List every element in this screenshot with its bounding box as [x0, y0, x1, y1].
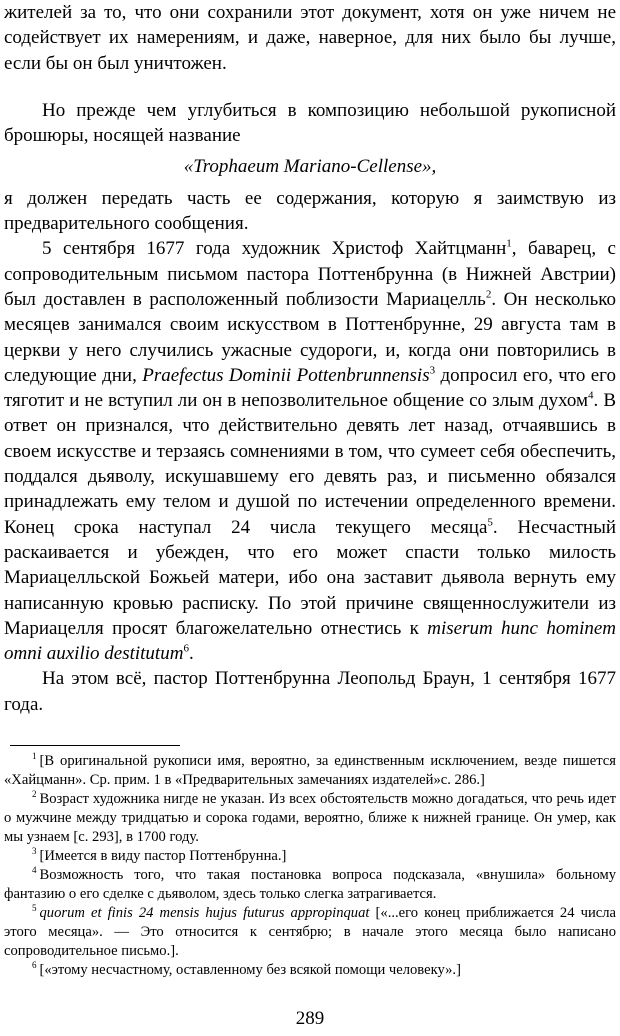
- footnote-text: [«...его конец приближается 24 числа этого месяца». — Это относится к сентябрю; в начале этого месяца было написано сопроводительное письмо.].: [4, 905, 616, 959]
- footnote-6: [4, 961, 616, 980]
- footnote-number: 5: [32, 903, 37, 914]
- footnote-ref-2[interactable]: 2: [485, 288, 492, 301]
- footnote-ref-1[interactable]: 1: [506, 238, 512, 251]
- story-part: допросил его, что его тяготит и не вступил ли он в непозволительное общение со злым духом: [4, 364, 616, 412]
- footnote-divider: [10, 745, 180, 746]
- footnote-number: 4: [32, 865, 37, 876]
- footnote-ref-3[interactable]: 3: [429, 364, 436, 377]
- footnote-text: [Имеется в виду пастор Поттенбрунна.]: [39, 848, 287, 864]
- latin-phrase: miserum hunc hominem omni auxilio destitutum: [4, 617, 616, 665]
- brochure-title: «Trophaeum Mariano-Cellense»,: [183, 156, 437, 178]
- footnote-number: 1: [32, 751, 37, 762]
- footnote-text: Возраст художника нигде не указан. Из всех обстоятельств можно догадаться, что речь идет о мужчине между тридцатью и сорока годами, вероятно, ближе к нижней границе. Он умер, как мы узнаем [с. 293], в 1700 году.: [4, 791, 616, 845]
- footnote-3: [4, 847, 616, 866]
- main-text: [4, 0, 616, 717]
- footnote-ref-4[interactable]: 4: [588, 389, 594, 402]
- footnote-number: 6: [32, 960, 37, 971]
- paragraph-intro: Но прежде чем углубиться в композицию небольшой рукописной брошюры, носящей название: [4, 99, 616, 147]
- page-number: 289: [295, 1008, 325, 1029]
- story-part: . Он несколько месяцев занимался своим искусством в Поттенбрунне, 29 августа там в церкви у него случились ужасные судороги, и, когда они повторились в следующие дни,: [4, 288, 616, 386]
- footnote-text: [«этому несчастному, оставленному без всякой помощи человеку».]: [39, 962, 461, 978]
- footnote-1: [4, 752, 616, 790]
- footnotes: [4, 752, 616, 980]
- paragraph-gap: [4, 76, 616, 98]
- paragraph-continuation: жителей за то, что они сохранили этот документ, хотя он уже ничем не содействует их намерениям, и даже, наверное, для них было бы лучше, если бы он был уничтожен.: [4, 2, 616, 74]
- paragraph-source: я должен передать часть ее содержания, которую я заимствую из предварительного сообщения.: [4, 187, 616, 235]
- story-part: 5 сентября 1677 года художник Христоф Хайтцманн: [42, 238, 507, 260]
- footnote-2: [4, 790, 616, 847]
- footnote-number: 3: [32, 846, 37, 857]
- footnote-latin: quorum et finis 24 mensis hujus futurus appropinquat: [39, 905, 370, 921]
- footnote-4: [4, 866, 616, 904]
- story-part: . Несчастный раскаивается и убежден, что его может спасти только милость Мариацелльской Божьей матери, ибо она заставит дьявола вернуть ему написанную кровью расписку. По этой причине священнослужители из Мариацелля просят благожелательно отнестись к: [4, 516, 616, 639]
- paragraph-signature: На этом всё, пастор Поттенбрунна Леопольд Браун, 1 сентября 1677 года.: [4, 668, 616, 715]
- story-part: . В ответ он признался, что действительно девять лет назад, отчаявшись в своем искусстве и терзаясь сомнениями в том, что сумеет себя обеспечить, поддался дьяволу, искушавшему его девять раз, и письменно обязался принадлежать ему телом и душой по истечении определенного времени. Конец срока наступал 24 числа текущего месяца: [4, 390, 616, 538]
- footnote-text: [В оригинальной рукописи имя, вероятно, за единственным исключением, везде пишется «Хайцманн». Ср. прим. 1 в «Предварительных замечаниях издателей»с. 286.]: [4, 753, 616, 788]
- latin-phrase: Praefectus Dominii Pottenbrunnensis: [142, 364, 430, 386]
- footnote-number: 2: [32, 789, 37, 800]
- story-part: , баварец, с сопроводительным письмом пастора Поттенбрунна (в Нижней Австрии) был доставлен в расположенный поблизости Мариацелль: [4, 238, 616, 310]
- footnote-ref-5[interactable]: 5: [487, 516, 493, 529]
- footnote-ref-6[interactable]: 6: [183, 642, 189, 655]
- footnote-text: Возможность того, что такая постановка вопроса подсказала, «внушила» больному фантазию о его сделке с дьяволом, здесь только слегка затрагивается.: [4, 867, 616, 902]
- footnote-5: [4, 904, 616, 961]
- story-part: .: [188, 643, 194, 665]
- paragraph-story: [4, 236, 616, 666]
